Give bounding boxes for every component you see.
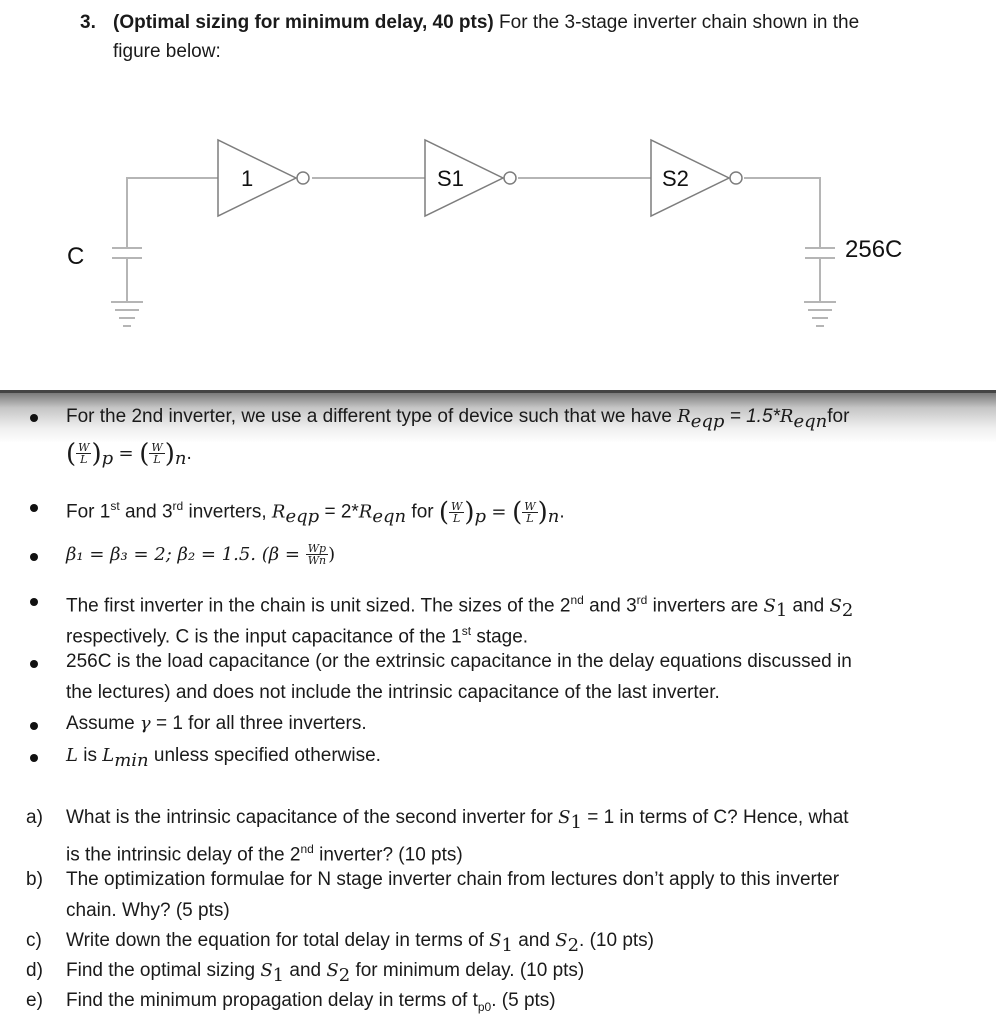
bullet-7: L is $L_{min}$ unless specified otherwise. [66,745,381,771]
input-capacitor [112,248,142,258]
question-d-label: d) [26,960,43,981]
question-a-line2: is the intrinsic delay of the 2nd inverter? (10 pts) [66,842,463,866]
load-capacitor [805,248,835,258]
inverter-3 [651,140,742,216]
bullet-1-for: for [827,406,850,427]
input-ground-icon [111,302,143,326]
problem-intro-line2: figure below: [113,41,221,62]
inverter-2 [425,140,516,216]
bullet-4-dot [30,598,38,606]
bullet-1-reqn: R [779,406,794,427]
wl-fraction-p-2: $\frac{W}{L}$ [451,499,463,525]
question-c: Write down the equation for total delay in terms of $S_1$ and $S_2$. (10 pts) [66,930,654,956]
question-d: Find the optimal sizing $S_1$ and $S_2$ for minimum delay. (10 pts) [66,960,585,986]
bullet-1-line2: ( $\frac{W}{L}$ )$_p$ = ( $\frac{W}{L}$ )$_n$. [66,438,192,469]
problem-intro-line1: For the 3-stage inverter chain shown in the [499,12,860,33]
question-e-label: e) [26,990,43,1011]
bullet-2: For 1st and 3rd inverters, $R_{eqp} = 2*R_{eqn}$ for ( $\frac{W}{L}$ )$_p$ = ( $\frac{W}{L}$ )$_n$. [66,497,565,528]
bullet-1-line1 [66,404,849,435]
question-b-line2: chain. Why? (5 pts) [66,900,230,921]
problem-intro [113,8,953,66]
bullet-5-dot [30,660,38,668]
bullet-6: Assume γ = 1 for all three inverters. [66,713,367,734]
wl-fraction-n-2: $\frac{W}{L}$ [524,499,536,525]
beta-fraction: $\frac{Wp}{Wn}$ [307,542,327,568]
inverter-1-bubble-icon [297,172,309,184]
output-wire [744,178,820,248]
bullet-1-reqp: R [677,406,691,427]
inverter-1-triangle-icon [218,140,296,216]
wl-fraction-p-1: $\frac{W}{L}$ [78,441,90,467]
bullet-5-line2: the lectures) and does not include the intrinsic capacitance of the last inverter. [66,682,720,703]
inverter-2-bubble-icon [504,172,516,184]
bullet-1-reqn-sub: eqn [793,410,828,432]
question-b-line1: The optimization formulae for N stage inverter chain from lectures don’t apply to this inverter [66,869,840,890]
bullet-2-dot [30,504,38,512]
question-a-line1: What is the intrinsic capacitance of the second inverter for $S_1 = 1$ in terms of C? Hence, what [66,807,849,833]
load-capacitance-label: 256C [845,236,903,263]
inverter-1 [218,140,309,216]
beta-equation: β₁ = β₃ = 2; β₂ = 1.5. (β = [66,544,306,565]
problem-number: 3. [80,12,96,33]
question-a-label: a) [26,807,43,828]
bullet-7-dot [30,754,38,762]
inverter-2-label: S1 [437,166,464,191]
problem-title: (Optimal sizing for minimum delay, 40 pts) [113,12,494,33]
question-b-label: b) [26,869,43,890]
bullet-3-dot [30,553,38,561]
bullet-1-mid: = 1.5* [724,406,780,427]
output-ground-icon [804,302,836,326]
bullet-5-line1: 256C is the load capacitance (or the extrinsic capacitance in the delay equations discussed in [66,651,852,672]
bullet-6-dot [30,722,38,730]
question-e: Find the minimum propagation delay in terms of $t_{p0}$. (5 pts) [66,990,556,1014]
inverter-3-label: S2 [662,166,689,191]
bullet-3: β₁ = β₃ = 2; β₂ = 1.5. (β = $\frac{Wp}{Wn}$ ) [66,542,336,568]
bullet-4-line1: The first inverter in the chain is unit sized. The sizes of the 2nd and 3rd inverters are $S_1$ and $S_2$ [66,593,854,622]
wl-fraction-n-1: $\frac{W}{L}$ [151,441,163,467]
bullet-4-line2: respectively. C is the input capacitance of the 1st stage. [66,624,529,648]
bullet-1-dot [30,414,38,422]
input-capacitance-label: C [67,243,85,270]
inverter-3-bubble-icon [730,172,742,184]
inverter-1-label: 1 [241,166,254,191]
inverter-chain-figure [0,130,996,350]
input-wire [127,178,218,248]
question-c-label: c) [26,930,42,951]
bullet-1-text: For the 2nd inverter, we use a different type of device such that we have [66,406,678,427]
bullet-1-reqp-sub: eqp [690,410,725,432]
